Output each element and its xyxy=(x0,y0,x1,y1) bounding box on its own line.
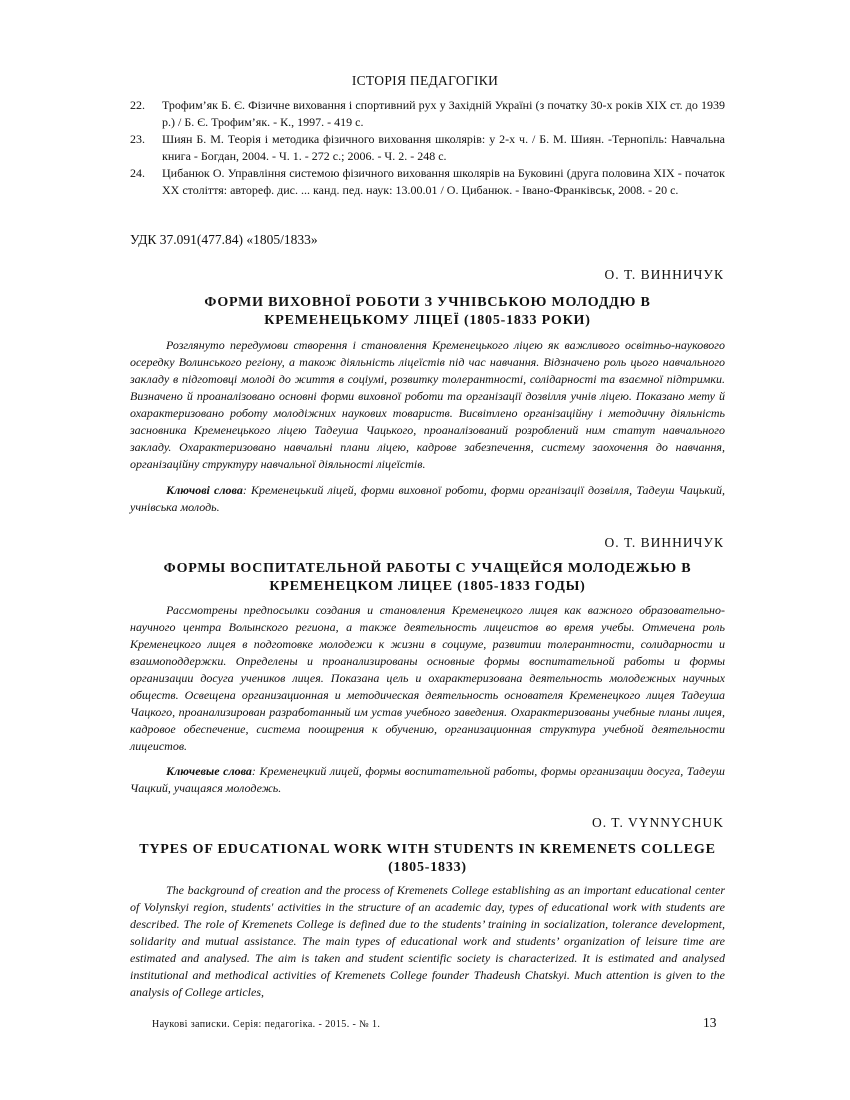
reference-number: 22. xyxy=(130,98,145,112)
udk-code: УДК 37.091(477.84) «1805/1833» xyxy=(130,232,318,247)
abstract-ru: Рассмотрены предпосылки создания и становления Кременецкого лицея как важного образовательно-научного центра Волынского региона, а также деятельность лицеистов во время учебы. Отмечена роль Кременецкого лицея в подготовке молодежи к жизни в социуме, развитии толерантности, солидарности и взаимоподдержки. Определены и проанализированы основные формы воспитательной работы и формы организации досуга учеников лицея. Показана цель и охарактеризована деятельность молодежных научных обществ. Освещена организационная и методическая деятельность основателя Кременецкого лицея Тадеуша Чацкого, проанализирован разработанный им устав учебного заведения. Охарактеризованы учебные планы лицея, кадровое обеспечение, система поощрения к обучению, организационная структура учебной деятельности лицеистов. xyxy=(130,603,725,753)
article-title-en: TYPES OF EDUCATIONAL WORK WITH STUDENTS IN KREMENETS COLLEGE (1805-1833) xyxy=(139,842,716,875)
reference-item xyxy=(130,165,725,199)
author-name-uk: О. Т. ВИННИЧУК xyxy=(604,267,724,282)
keywords-ru xyxy=(130,763,725,797)
running-head: ІСТОРІЯ ПЕДАГОГІКИ xyxy=(351,73,499,88)
reference-item xyxy=(130,97,725,131)
keywords-label: Ключові слова xyxy=(166,483,243,497)
reference-list xyxy=(130,97,725,199)
reference-text: Шиян Б. М. Теорія і методика фізичного виховання школярів: у 2-х ч. / Б. М. Шиян. -Тернопіль: Навчальна книга - Богдан, 2004. - Ч. 1. - 272 с.; 2006. - Ч. 2. - 248 с. xyxy=(162,132,725,163)
reference-text: Трофим’як Б. Є. Фізичне виховання і спортивний рух у Західній Україні (з початку 30-х років XIX ст. до 1939 р.) / Б. Є. Трофим’як. - К., 1997. - 419 с. xyxy=(162,98,725,129)
keywords-label: Ключевые слова xyxy=(166,764,252,778)
footer-journal: Наукові записки. Серія: педагогіка. - 2015. - № 1. xyxy=(152,1019,381,1030)
reference-item xyxy=(130,131,725,165)
keywords-text: : Кременецький ліцей, форми виховної роботи, форми організації дозвілля, Тадеуш Чацький, учнівська молодь. xyxy=(130,483,725,514)
abstract-uk: Розглянуто передумови створення і становлення Кременецького ліцею як важливого освітньо-наукового осередку Волинського регіону, а також діяльність ліцеїстів під час навчання. Відзначено роль цього навчального закладу в підготовці молоді до життя в соціумі, розвитку толерантності, солідарності та взаємної підтримки. Визначено й проаналізовано основні форми виховної роботи та організації дозвілля учнів ліцею. Показано мету й охарактеризовано роботу молодіжних наукових товариств. Висвітлено організаційну і методичну діяльність засновника Кременецького ліцею Тадеуша Чацького, проаналізований розроблений ним статут навчального закладу. Охарактеризовано навчальні плани ліцею, кадрове забезпечення, систему заохочення до навчання, організаційну структуру навчальної діяльності ліцеїстів. xyxy=(130,338,725,471)
article-title-ru: ФОРМЫ ВОСПИТАТЕЛЬНОЙ РАБОТЫ С УЧАЩЕЙСЯ МОЛОДЕЖЬЮ В КРЕМЕНЕЦКОМ ЛИЦЕЕ (1805-1833 ГОДЫ) xyxy=(163,561,692,594)
keywords-text: : Кременецкий лицей, формы воспитательной работы, формы организации досуга, Тадеуш Чацкий, учащаяся молодежь. xyxy=(130,764,725,795)
article-title-uk: ФОРМИ ВИХОВНОЇ РОБОТИ З УЧНІВСЬКОЮ МОЛОДДЮ В КРЕМЕНЕЦЬКОМУ ЛІЦЕЇ (1805-1833 РОКИ) xyxy=(204,295,651,328)
abstract-en: The background of creation and the process of Kremenets College establishing as an important educational center of Volynskyi region, students' activities in the structure of an academic day, types of educational work with students are described. The role of Kremenets College is defined due to the students’ training in socialization, tolerance development, solidarity and mutual assistance. The main types of educational work and students’ organization of leisure time are estimated and analysed. The aim is taken and student scientific society is characterized. It is estimated and analysed institutional and methodical activities of Kremenets College founder Thadeush Chatskyi. Much attention is given to the analysis of College articles, xyxy=(130,883,725,999)
reference-number: 23. xyxy=(130,132,145,146)
author-name-en: O. T. VYNNYCHUK xyxy=(591,815,724,830)
reference-text: Цибанюк О. Управління системою фізичного виховання школярів на Буковині (друга половина XIX - початок XX століття: автореф. дис. ... канд. пед. наук: 13.00.01 / О. Цибанюк. - Івано-Франківськ, 2008. - 20 с. xyxy=(162,166,725,197)
keywords-uk xyxy=(130,482,725,516)
page-number: 13 xyxy=(703,1015,717,1030)
reference-number: 24. xyxy=(130,166,145,180)
author-name-ru: О. Т. ВИННИЧУК xyxy=(604,535,724,550)
